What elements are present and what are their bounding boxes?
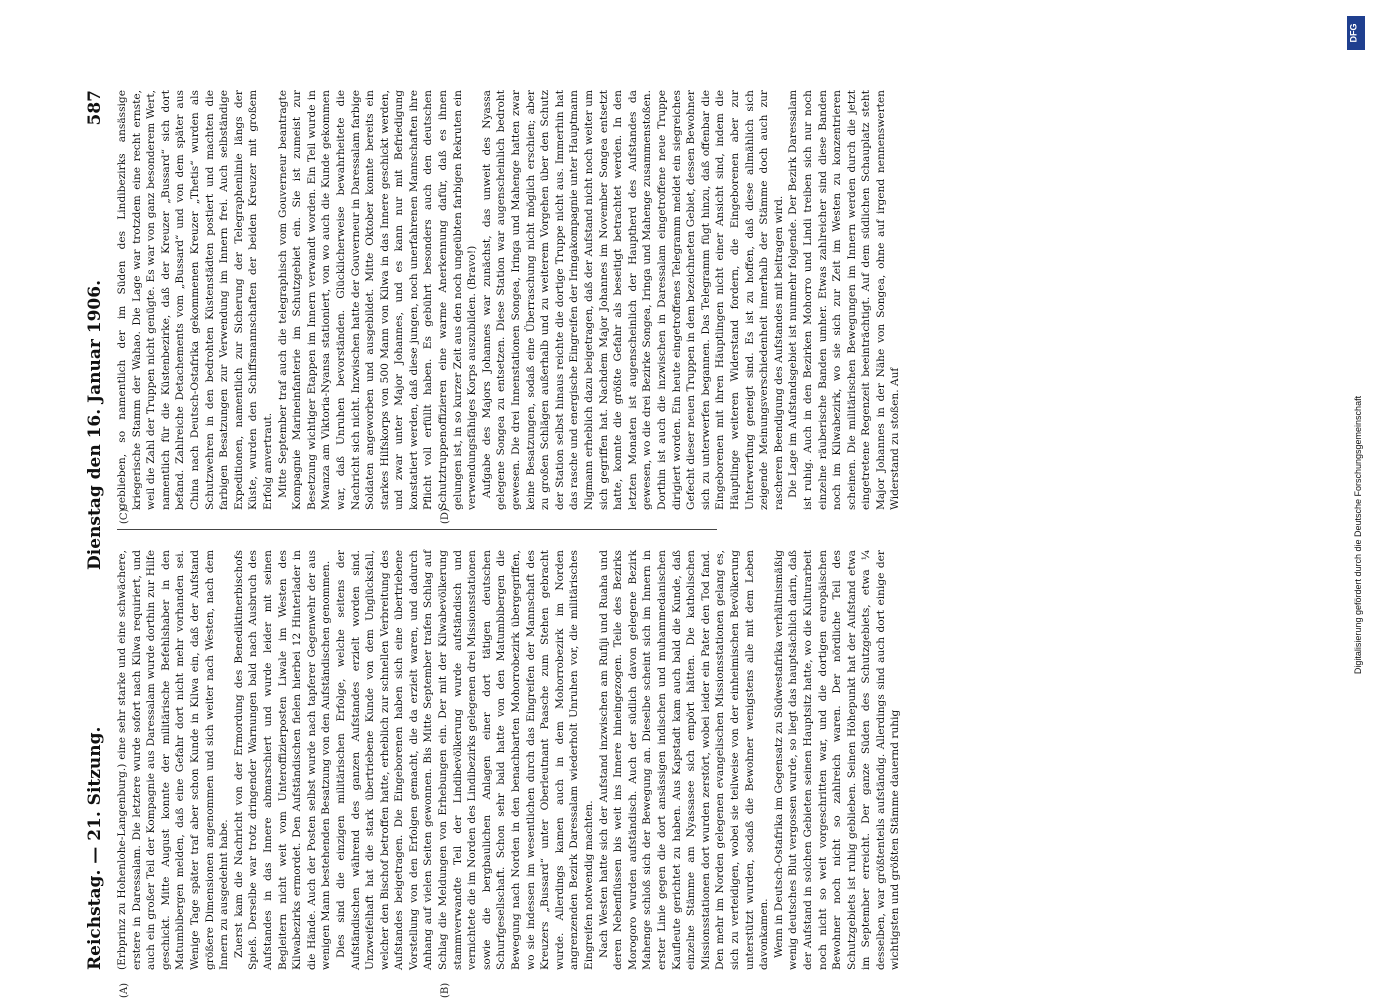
margin-marker-c: (C) (119, 508, 130, 524)
paragraph: Wenn in Deutsch-Ostafrika im Gegensatz zu Südwestafrika verhältnismäßig wenig deutsches Blut vergossen wurde, so liegt das hauptsächlich darin, daß der Aufstand in solchen Gebieten seinen Hauptsitz hatte, wo die Kulturarbeit noch nicht so weit vorgeschritten war, und die dortigen europäischen Bewohner noch nicht so zahlreich waren. Der nördliche Teil des Schutzgebiets ist ruhig geblieben. Seinen Höhepunkt hat der Aufstand etwa im September erreicht. Der ganze Süden des Schutzgebiets, etwa ¼ desselben, war größtenteils aufständig. Allerdings sind auch dort einige der wichtigsten und größten Stämme dauernd ruhig (772, 550, 902, 970)
digitization-credit: Digitalisierung gefördert durch die Deutsche Forschungsgemeinschaft (1353, 395, 1363, 675)
paragraph: geblieben, so namentlich der im Süden des Lindibezirks ansässige kriegerische Stamm der Wahao. Die Lage war trotzdem eine recht ernste, weil die Zahl der Truppen nicht genügte. Es war von ganz besonderem Wert, namentlich für die Küstenbezirke, daß der Kreuzer „Bussard“ sich dort befand. Zahlreiche Detachements vom „Bussard“ und von dem später aus China nach Deutsch-Ostafrika gekommenen Kreuzer „Thetis“ wurden als Schutzwehren in den bedrohten Küstenstädten postiert und machten die farbigen Besatzungen zur Verwendung im Innern frei. Auch selbständige Expeditionen, namentlich zur Sicherung der Telegraphenlinie längs der Küste, wurden den Schiffsmannschaften der beiden Kreuzer mit großem Erfolg anvertraut. (116, 90, 274, 510)
side-strip (1343, 10, 1373, 990)
margin-marker-a: (A) (119, 982, 130, 998)
header-date: Dienstag den 16. Januar 1906. (85, 280, 105, 570)
paragraph: Nach Westen hatte sich der Aufstand inzwischen am Rufiji und Ruaha und deren Nebenflüssen bis weit ins Innere hineingezogen. Teile des Bezirks Morogoro wurden aufständisch. Auch der südlich davon gelegene Bezirk Mahenge schloß sich der Bewegung an. Dieselbe scheint sich im Innern in erster Linie gegen die dort ansässigen indischen und muhammedanischen Kaufleute gerichtet zu haben. Aus Kapstadt kam auch bald die Kunde, daß einzelne Stämme am Nyassasee sich empört hätten. Die katholischen Missionsstationen dort wurden zerstört, wobei leider ein Pater den Tod fand. Den mehr im Norden gelegenen evangelischen Missionsstationen gelang es, sich zu verteidigen, wobei sie teilweise von der einheimischen Bevölkerung unterstützt wurden, sodaß die Bewohner wenigstens alle mit dem Leben davonkamen. (597, 550, 771, 970)
paragraph: Mitte September traf auch die telegraphisch vom Gouverneur beantragte Kompagnie Marineinfanterie im Schutzgebiet ein. Sie ist zumeist zur Besetzung wichtiger Etappen im Innern verwandt worden. Ein Teil wurde in Mwanza am Viktoria-Nyansa stationiert, von wo auch die Kunde gekommen war, daß Unruhen bevorständen. Glücklicherweise bewahrheitete die Nachricht sich nicht. Inzwischen hatte der Gouverneur in Daressalam farbige Soldaten angeworben und ausgebildet. Mitte Oktober konnte bereits ein starkes Hilfskorps von 500 Mann von Kilwa in das Innere geschickt werden, und zwar unter Major Johannes, und es kann nur mit Befriedigung konstatiert werden, daß diese jungen, noch unerfahrenen Mannschaften ihre Pflicht voll erfüllt haben. Es gebührt besonders auch den deutschen Schutztruppenoffizieren eine warme Anerkennung dafür, daß es ihnen gelungen ist, in so kurzer Zeit aus den noch ungeübten farbigen Rekruten ein verwendungsfähiges Korps auszubilden. (Bravo!) (276, 90, 479, 510)
paragraph: Die Lage im Aufstandsgebiet ist nunmehr folgende. Der Bezirk Daressalam ist ruhig. Auch in den Bezirken Mohorro und Lindi treiben sich nur noch einzelne räuberische Banden umher. Etwas zahlreicher sind diese Banden noch im Kilwabezirk, wo sie sich zur Zeit im Westen zu konzentrieren scheinen. Die militärischen Bewegungen im Innern werden durch die jetzt eingetretene Regenzeit beeinträchtigt. Auf dem südlichen Schauplatz steht Major Johannes in der Nähe von Songea, ohne auf irgend nennenswerten Widerstand zu stoßen. Auf (787, 90, 902, 510)
page-header (85, 90, 111, 970)
dfg-logo (1347, 16, 1365, 50)
paragraph: Zuerst kam die Nachricht von der Ermordung des Benediktinerbischofs Spieß. Derselbe war trotz dringender Warnungen bald nach Ausbruch des Aufstandes in das Innere abmarschiert und wurde leider mit seinen Begleitern nicht weit vom Unteroffizierposten Liwale im Westen des Kilwabezirks ermordet. Den Aufständischen fielen hierbei 12 Hinterlader in die Hände. Auch der Posten selbst wurde nach tapferer Gegenwehr der aus wenigen Mann bestehenden Besatzung von den Aufständischen genommen. (232, 550, 333, 970)
paragraph: Aufgabe des Majors Johannes war zunächst, das unweit des Nyassa gelegene Songea zu entsetzen. Diese Station war augenscheinlich bedroht gewesen. Die drei Innenstationen Songea, Iringa und Mahenge hatten zwar keine Besatzungen, sodaß eine Überraschung nicht möglich erschien; aber zu großen Schlägen außerhalb und zu weiterem Vorgehen über den Schutz der Station selbst hinaus reichte die dortige Truppe nicht aus. Immerhin hat das rasche und energische Eingreifen der Iringakompagnie unter Hauptmann Nigmann erheblich dazu beigetragen, daß der Aufstand nicht noch weiter um sich gegriffen hat. Nachdem Major Johannes im November Songea entsetzt hatte, konnte die größte Gefahr als beseitigt betrachtet werden. In den letzten Monaten ist augenscheinlich der Hauptherd des Aufstandes da gewesen, wo die drei Bezirke Songea, Iringa und Mahenge zusammenstoßen. Dorthin ist auch die inzwischen in Daressalam eingetroffene neue Truppe dirigiert worden. Ein heute eingetroffenes Telegramm meldet ein siegreiches Gefecht dieser neuen Truppen in dem bezeichneten Gebiet, dessen Bewohner sich zu unterwerfen begannen. Das Telegramm fügt hinzu, daß offenbar die Eingeborenen mit ihren Häuptlingen nicht einer Ansicht sind, indem die Häuptlinge weiteren Widerstand fordern, die Eingeborenen aber zur Unterwerfung geneigt sind. Es ist zu hoffen, daß diese allmählich sich zeigende Meinungsverschiedenheit innerhalb der Stämme doch auch zur rascheren Beendigung des Aufstandes mit beitragen wird. (480, 90, 785, 510)
dfg-logo-text: DFG (1348, 23, 1359, 43)
text-column-left (115, 550, 902, 970)
column-divider (117, 529, 717, 530)
header-left: Reichstag. — 21. Sitzung. (85, 726, 105, 970)
margin-marker-b: (B) (440, 982, 451, 998)
page-number: 587 (85, 90, 105, 126)
margin-marker-d: (D) (440, 508, 451, 524)
text-column-right (115, 90, 902, 510)
paragraph: (Erbprinz zu Hohenlohe-Langenburg.) eine sehr starke und eine schwächere, erstere in Daressalam. Die letztere wurde sofort nach Kilwa requiriert, und auch ein großer Teil der Kompagnie aus Daressalam wurde dorthin zur Hilfe geschickt. Mitte August konnte der militärische Befehlshaber in den Matumbibergen melden, daß eine Gefahr dort nicht mehr vorhanden sei. Wenige Tage später traf aber schon Kunde in Kilwa ein, daß der Aufstand größere Dimensionen angenommen und sich weiter nach Westen, nach dem Innern zu ausgedehnt habe. (116, 550, 231, 970)
paragraph: Dies sind die einzigen militärischen Erfolge, welche seitens der Aufständischen während des ganzen Aufstandes erzielt worden sind. Unzweifelhaft hat die stark übertriebene Kunde von dem Unglücksfall, welcher den Bischof betroffen hatte, erheblich zur schnellen Verbreitung des Aufstandes beigetragen. Die Eingeborenen haben sich eine übertriebene Vorstellung von den Erfolgen gemacht, die da erzielt waren, und dadurch Anhang auf vielen Seiten gewonnen. Bis Mitte September trafen Schlag auf Schlag die Meldungen von Erhebungen ein. Der mit der Kilwabevölkerung stammverwandte Teil der Lindibevölkerung wurde aufständisch und vernichtete die im Norden des Lindibezirks gelegenen drei Missionsstationen sowie die bergbaulichen Anlagen einer dort tätigen deutschen Schurfgesellschaft. Schon sehr bald hatte von den Matumbibergen die Bewegung nach Norden in den benachbarten Mohorrobezirk übergegriffen, wo sie indessen im wesentlichen durch das Eingreifen der Mannschaft des Kreuzers „Bussard“ unter Oberleutnant Paasche zum Stehen gebracht wurde. Allerdings kamen auch in dem Mohorrobezirk im Norden angrenzenden Bezirk Daressalam wiederholt Unruhen vor, die militärisches Eingreifen notwendig machten. (334, 550, 595, 970)
